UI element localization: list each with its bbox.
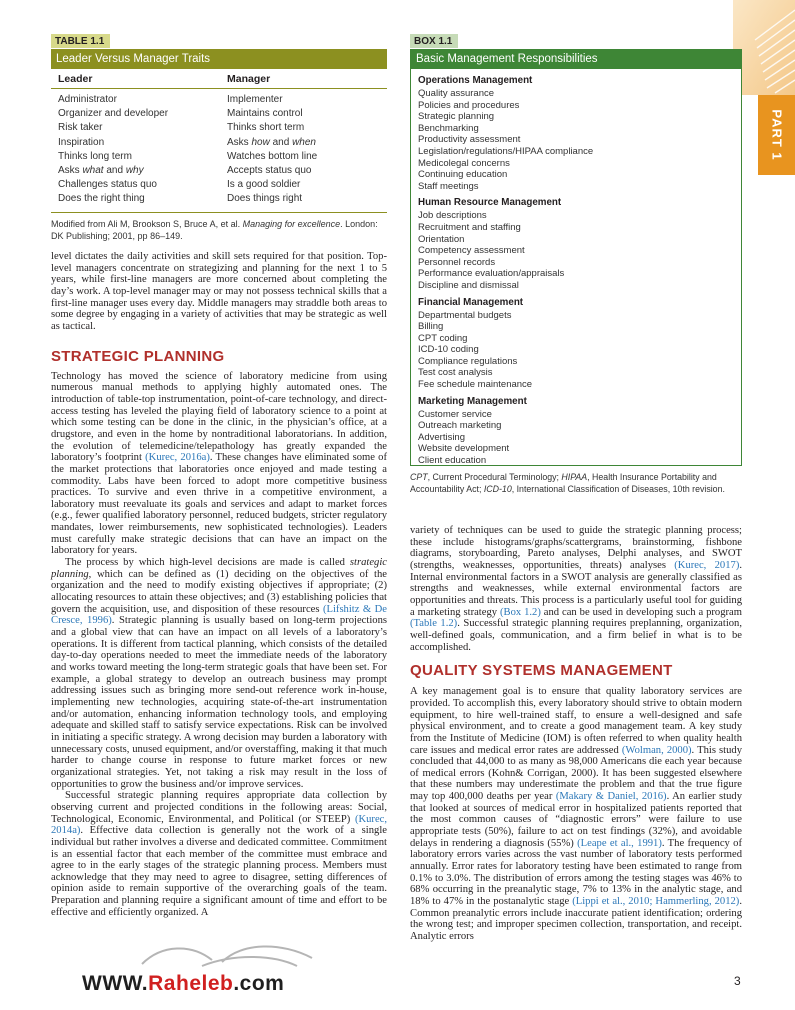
- box-list-item: Billing: [418, 321, 444, 333]
- citation-link[interactable]: (Box 1.2): [499, 606, 541, 618]
- citation-link[interactable]: (Kurec, 2016a): [145, 452, 210, 464]
- table-cell-leader: Asks what and why: [58, 165, 144, 177]
- watermark-prefix: WWW.: [82, 972, 149, 995]
- page-number: 3: [734, 974, 741, 988]
- box-list-item: Website development: [418, 443, 510, 455]
- box-section-heading: Human Resource Management: [418, 197, 562, 209]
- right-text-column: [410, 525, 742, 943]
- citation-link[interactable]: (Kurec, 2014a): [51, 813, 387, 837]
- box-list-item: Fee schedule maintenance: [418, 379, 533, 391]
- text-run: . Strategic planning is usually based on long-term projections and a global view that can have an impact on all levels of a laboratory’s operations. It is different from tactical planning, which consists of the detailed day-to-day operations needed to meet the immediate needs of the laboratory and works toward meeting the long-term strategic goals that have been set. For example, a global strategy to develop an outreach business may prompt addressing issues such as bringing more send-out reference work in-house, implementing new technologies, acquiring state-of-the-art instrumentation and/or automation, enhancing information technology tools, and employing adequate and skilled staff to satisfy service expectations. Risk can be involved in initiating a specific strategy. A wrong decision may burden a laboratory with unnecessary costs, unused equipment, and/or overstaffing, making it that much harder to change course in response to future market forces or new organizational strategies. Yet, not taking a risk may result in the loss of opportunities to grow the business and/or improve services.: [51, 615, 387, 790]
- text-run: . An earlier study that looked at sources of medical error in hospitalized patients reported that the most common causes of “diagnostic errors” were failure to use appropriate tests (50%), failure to act on test findings (32%), and avoidable delays in rendering a diagnosis (55%): [410, 791, 743, 849]
- box-list-item: Staff meetings: [418, 180, 479, 192]
- part-side-tab: [758, 95, 795, 175]
- table-cell-leader: Risk taker: [58, 122, 103, 134]
- table-note-suffix: . London: DK Publishing; 2001, pp 86–149.: [51, 218, 378, 241]
- watermark-logo-mark: [82, 936, 392, 972]
- box-list-item: Policies and procedures: [418, 99, 520, 111]
- text-run: variety of techniques can be used to guide the strategic planning process; these include histograms/graphs/scattergrams, brainstorming, fishbone diagrams, storyboarding, Pareto analyses, Delphi analyses, and SWOT (strengths, weaknesses, opportunities, threats) analyses: [410, 525, 742, 571]
- abbreviation-term: HIPAA: [561, 472, 588, 482]
- table-cell-manager: Is a good soldier: [227, 179, 301, 191]
- table-cell-manager: Maintains control: [227, 108, 303, 120]
- table-title: Leader Versus Manager Traits: [51, 49, 387, 69]
- box-list-item: Recruitment and staffing: [418, 221, 521, 233]
- abbreviation-term: ICD-10: [483, 483, 512, 494]
- box-abbreviation-note: [410, 472, 742, 495]
- part-tab-label: PART 1: [769, 109, 784, 161]
- section-heading-quality-systems: QUALITY SYSTEMS MANAGEMENT: [410, 662, 673, 680]
- box-list-item: Test cost analysis: [418, 367, 493, 379]
- table-cell-manager: Asks how and when: [227, 136, 316, 148]
- text-run: . These changes have eliminated some of the market protections that laboratories once enjoyed and made testing a commodity. Labs have been forced to adopt more competitive business practices. To survive and even thrive in a competitive environment, a laboratory must reevaluate its goals and services and adapt to market forces (e.g., fewer qualified laboratory personnel, reduced budgets, stricter regulatory mandates, lower reimbursements, new sophisticated technologies). Leaders must carefully make strategic decisions that can have an impact on the laboratory for years.: [51, 452, 387, 557]
- abbreviation-text: , Health Insurance Portability and Accountability Act;: [410, 472, 717, 494]
- box-list-item: CPT coding: [418, 332, 468, 344]
- table-cell-manager: Thinks short term: [227, 122, 305, 134]
- section-heading-strategic-planning: STRATEGIC PLANNING: [51, 347, 225, 365]
- text-run: and can be used in developing such a program: [540, 606, 742, 618]
- leader-manager-table: [51, 31, 387, 242]
- table-header-leader: Leader: [58, 73, 93, 85]
- text-run: , which can be defined as (1) deciding on the objectives of the organization and the need to modify existing objectives if appropriate; (2) allocating resources to attain these objectives; and (3) establishing policies that govern the acquisition, use, and disposition of these resources: [51, 568, 387, 615]
- citation-link[interactable]: (Lifshitz & De Cresce, 1996): [51, 603, 387, 627]
- body-paragraph: [51, 251, 387, 333]
- watermark-suffix: .com: [233, 972, 285, 995]
- left-text-column: [51, 251, 387, 918]
- text-run: A key management goal is to ensure that quality laboratory services are provided. To accomplish this, every laboratory should strive to obtain modern equipment, to hire well-trained staff, to ensure a well-designed and safe physical environment, and to create a good management team. A key study from the Institute of Medicine (IOM) is often referred to when quality health care issues and medical error rates are addressed: [410, 686, 742, 756]
- box-section-heading: Financial Management: [418, 296, 524, 308]
- body-paragraph: [410, 686, 742, 942]
- box-list-item: Performance evaluation/appraisals: [418, 268, 565, 280]
- text-run: . Common preanalytic errors include inaccurate patient identification; ordering the wrong test; and improper specimen collection, transportation, and receipt. Analytic errors: [410, 896, 742, 942]
- box-list-item: Medicolegal concerns: [418, 157, 510, 169]
- box-list-item: Quality assurance: [418, 88, 495, 99]
- box-list-item: Personnel records: [418, 256, 496, 268]
- box-section: [418, 196, 741, 291]
- box-list-item: Legislation/regulations/HIPAA compliance: [418, 145, 594, 157]
- table-row: [51, 93, 387, 107]
- table-note-prefix: Modified from Ali M, Brookson S, Bruce A, et al.: [51, 218, 243, 229]
- box-list-item: Outreach marketing: [418, 420, 502, 432]
- table-row: [51, 150, 387, 164]
- watermark-brand: Raheleb: [148, 972, 234, 995]
- citation-link[interactable]: (Leape et al., 1991): [577, 837, 662, 849]
- box-title: Basic Management Responsibilities: [410, 49, 742, 69]
- box-list-item: ICD-10 coding: [418, 344, 479, 356]
- table-cell-leader: Thinks long term: [58, 150, 132, 162]
- text-run: . This study concluded that 44,000 to as many as 98,000 Americans die each year because of medical errors (Kohn& Corrigan, 2000). It has been suggested elsewhere that these numbers may underestimate the problem and that the true figure may top 400,000 deaths per year: [410, 744, 743, 803]
- citation-link[interactable]: (Table 1.2): [410, 618, 458, 630]
- table-row: [51, 136, 387, 150]
- box-list-item: Discipline and dismissal: [418, 279, 519, 291]
- box-list-item: Advertising: [418, 431, 465, 443]
- box-list-item: Job descriptions: [418, 210, 487, 222]
- box-section-heading: Marketing Management: [418, 395, 527, 407]
- table-note-title: Managing for excellence: [242, 218, 341, 229]
- table-row: [51, 164, 387, 178]
- box-list-item: Productivity assessment: [418, 134, 521, 146]
- citation-link[interactable]: (Wolman, 2000): [621, 744, 692, 756]
- watermark-text: [82, 972, 284, 996]
- citation-link[interactable]: (Kurec, 2017): [674, 559, 740, 571]
- text-run: . Effective data collection is generally not the work of a single individual but rather involves a diverse and dedicated committee. Commitment is an essential factor that each member of the committee must embrace and agree to in the early stages of the strategic planning process. Members must acknowledge that they may need to agree to disagree, setting differences of opinion aside to remain supportive of the overarching goals of the team. Preparation and planning require a significant amount of time and effort to be effective and efficiently organized. A: [51, 825, 387, 918]
- watermark: [82, 936, 392, 1006]
- body-paragraph: [410, 525, 742, 653]
- body-paragraph: [51, 790, 387, 918]
- abbreviation-text: , International Classification of Diseases, 10th revision.: [511, 483, 725, 494]
- table-cell-leader: Inspiration: [58, 136, 105, 148]
- text-run: . The frequency of laboratory errors varies across the vast number of laboratory tests performed annually. Error rates for laboratory testing have been estimated to range from 0.1% to 3.0%. The distribution of errors among the testing stages was 46% to 68% occurring in the preanalytic stage, 7% to 13% in the analytic stage, and 18% to 47% in the postanalytic stage: [410, 837, 742, 908]
- emphasis-term: strategic planning: [51, 557, 387, 580]
- box-list-item: Strategic planning: [418, 111, 495, 123]
- management-responsibilities-box: [410, 31, 742, 495]
- table-header-manager: Manager: [227, 73, 271, 85]
- text-run: Technology has moved the science of laboratory medicine from using numerous manual methods to applying highly automated ones. The introduction of table-top instrumentation, point-of-care technology, and direct-access testing has leveled the playing field of laboratory science to a point at which some testing can be done in the clinic, in the physician’s office, at a drugstore, and even in the home by nontraditional laboratorians. In addition, the evolution of telemedicine/telepathology has greatly expanded the laboratory’s footprint: [51, 370, 387, 464]
- table-row: [51, 121, 387, 135]
- box-list-item: Benchmarking: [418, 122, 479, 134]
- box-section-heading: Operations Management: [418, 75, 533, 86]
- table-cell-leader: Does the right thing: [58, 193, 145, 205]
- table-cell-manager: Accepts status quo: [227, 165, 312, 177]
- abbreviation-term: CPT: [410, 472, 428, 482]
- citation-link[interactable]: (Makary & Daniel, 2016): [555, 791, 667, 803]
- text-run: The process by which high-level decisions are made is called: [65, 557, 350, 569]
- text-run: Successful strategic planning requires appropriate data collection by observing current and projected conditions in the following areas: Social, Technological, Economic, Environmental, and Political (or STEEP): [51, 790, 387, 825]
- body-paragraph: [51, 557, 387, 790]
- box-list-item: Customer service: [418, 408, 492, 420]
- box-list-item: Departmental budgets: [418, 309, 512, 321]
- table-cell-leader: Administrator: [58, 94, 117, 105]
- table-source-note: [51, 218, 387, 242]
- box-list-item: Orientation: [418, 233, 465, 245]
- table-header-row: [51, 69, 387, 89]
- box-list-item: Compliance regulations: [418, 355, 518, 367]
- table-grid: [51, 69, 387, 213]
- box-section: [418, 395, 741, 467]
- box-list-item: Competency assessment: [418, 245, 525, 257]
- box-section: [418, 296, 741, 391]
- table-row: [51, 192, 387, 206]
- table-cell-manager: Does things right: [227, 193, 303, 205]
- abbreviation-text: , Current Procedural Terminology;: [427, 472, 562, 482]
- table-body: [51, 89, 387, 212]
- table-row: [51, 107, 387, 121]
- text-run: . Successful strategic planning requires preplanning, organization, well-defined goals, communication, and a firm belief in what is to be accomplished.: [410, 618, 743, 653]
- table-cell-manager: Implementer: [227, 94, 283, 105]
- table-tag: TABLE 1.1: [51, 34, 110, 48]
- table-cell-leader: Organizer and developer: [58, 108, 169, 120]
- table-cell-leader: Challenges status quo: [58, 179, 157, 191]
- table-cell-manager: Watches bottom line: [227, 150, 318, 162]
- text-run: . Internal environmental factors in a SWOT analysis are generally classified as strengths and weaknesses, while external environmental factors are opportunities and threats. This process is a particularly useful tool for guiding a marketing strategy: [410, 559, 743, 618]
- citation-link[interactable]: (Lippi et al., 2010; Hammerling, 2012): [572, 896, 740, 908]
- box-list-item: Client education: [418, 455, 487, 467]
- box-list-item: Continuing education: [418, 169, 508, 181]
- text-run: level dictates the daily activities and skill sets required for that position. Top-level managers concentrate on strategizing and planning for the next 1 to 5 years, while first-line managers are more concerned about completing the day’s work. A top-level manager may or may not possess technical skills that a first-line manager uses every day. Middle managers may straddle both areas to some degree by engaging in a variety of activities that may be strategic as well as tactical.: [51, 251, 387, 332]
- box-body: [410, 69, 742, 466]
- box-section: [418, 74, 741, 192]
- body-paragraph: [51, 371, 387, 558]
- box-tag: BOX 1.1: [410, 34, 458, 48]
- table-row: [51, 178, 387, 192]
